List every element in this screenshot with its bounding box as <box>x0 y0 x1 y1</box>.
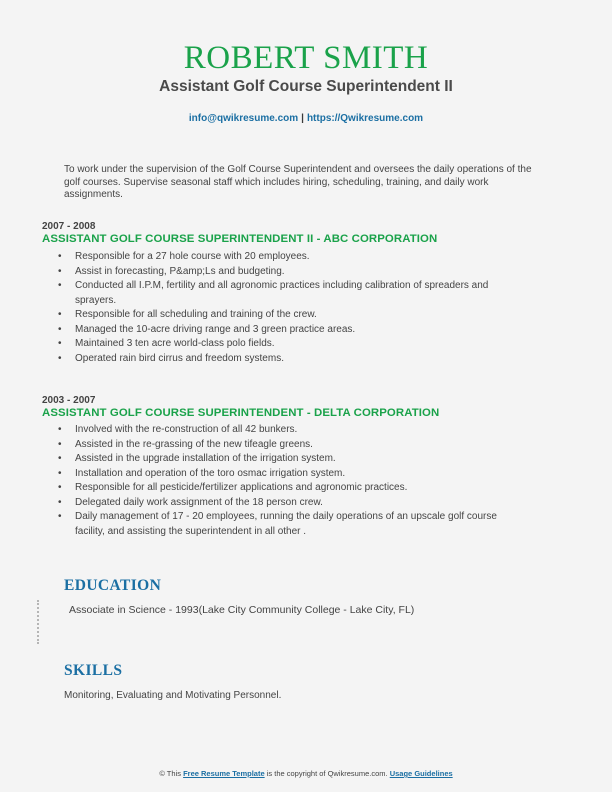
footer-copyright: is the copyright of Qwikresume.com. <box>266 769 388 778</box>
section-divider <box>37 600 39 644</box>
list-item: • Daily management of 17 - 20 employees, running the daily operations of an upscale golf course facility, and assisting the superintendent in all other . <box>58 510 528 539</box>
job-dates: 2007 - 2008 <box>42 221 96 232</box>
list-item: • Maintained 3 ten acre world-class polo fields. <box>58 337 528 352</box>
summary-paragraph: To work under the supervision of the Golf Course Superintendent and oversees the daily operations of the golf courses. Supervise seasonal staff which includes hiring, scheduling, training, and daily work assignments. <box>64 164 532 200</box>
skills-heading: SKILLS <box>64 662 123 679</box>
list-item: • Installation and operation of the toro osmac irrigation system. <box>58 467 528 482</box>
list-item: • Assist in forecasting, P&amp;Ls and budgeting. <box>58 265 528 280</box>
list-item: • Managed the 10-acre driving range and 3 green practice areas. <box>58 323 528 338</box>
usage-guidelines-link[interactable]: Usage Guidelines <box>389 769 453 778</box>
website-link[interactable]: https://Qwikresume.com <box>306 113 424 124</box>
job-heading: ASSISTANT GOLF COURSE SUPERINTENDENT - DELTA CORPORATION <box>42 407 440 419</box>
job-heading: ASSISTANT GOLF COURSE SUPERINTENDENT II - ABC CORPORATION <box>42 233 438 245</box>
job-bullet-list <box>58 423 528 539</box>
job-title: Assistant Golf Course Superintendent II <box>159 78 453 95</box>
job-bullet-list <box>58 250 528 366</box>
footer <box>0 769 612 778</box>
contact-separator: | <box>301 113 304 124</box>
job-dates: 2003 - 2007 <box>42 395 96 406</box>
list-item: • Conducted all I.P.M, fertility and all agronomic practices including calibration of spreaders and sprayers. <box>58 279 528 308</box>
list-item: • Responsible for a 27 hole course with 20 employees. <box>58 250 528 265</box>
list-item: • Responsible for all pesticide/fertilizer applications and agronomic practices. <box>58 481 528 496</box>
candidate-name: ROBERT SMITH <box>183 40 429 76</box>
skills-text: Monitoring, Evaluating and Motivating Personnel. <box>64 690 282 701</box>
list-item: • Involved with the re-construction of all 42 bunkers. <box>58 423 528 438</box>
contact-line <box>0 113 612 124</box>
list-item: • Assisted in the re-grassing of the new tifeagle greens. <box>58 438 528 453</box>
email-link[interactable]: info@qwikresume.com <box>188 113 299 124</box>
free-template-link[interactable]: Free Resume Template <box>183 769 265 778</box>
list-item: • Operated rain bird cirrus and freedom systems. <box>58 352 528 367</box>
list-item: • Assisted in the upgrade installation of the irrigation system. <box>58 452 528 467</box>
list-item: • Delegated daily work assignment of the 18 person crew. <box>58 496 528 511</box>
footer-prefix: © This <box>159 769 181 778</box>
education-entry: Associate in Science - 1993(Lake City Community College - Lake City, FL) <box>69 604 415 616</box>
list-item: • Responsible for all scheduling and training of the crew. <box>58 308 528 323</box>
education-heading: EDUCATION <box>64 577 162 594</box>
